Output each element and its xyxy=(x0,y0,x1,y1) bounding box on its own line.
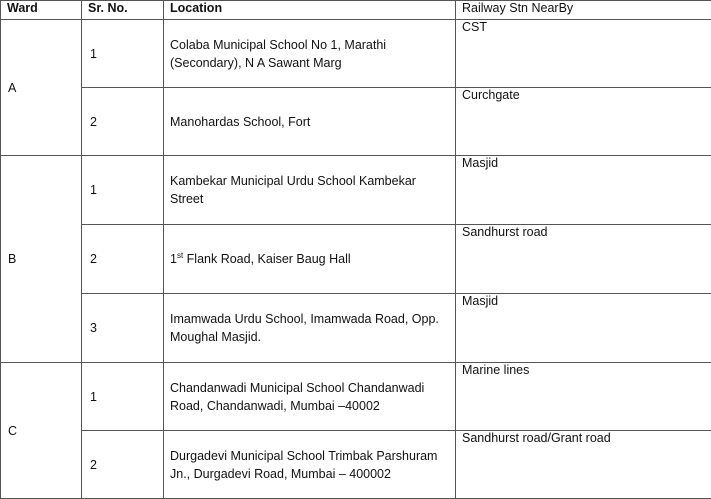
table-row xyxy=(1,20,711,88)
location-cell xyxy=(164,225,456,294)
ward-cell: B xyxy=(1,156,82,363)
station-cell: CST xyxy=(456,20,711,88)
sr-no-cell: 2 xyxy=(82,431,164,499)
station-cell: Masjid xyxy=(456,294,711,363)
location-superscript: st xyxy=(177,251,183,260)
table-row xyxy=(1,88,711,156)
header-row xyxy=(1,1,711,20)
station-cell: Curchgate xyxy=(456,88,711,156)
sr-no-cell: 2 xyxy=(82,88,164,156)
station-cell: Masjid xyxy=(456,156,711,225)
location-text: Flank Road, Kaiser Baug Hall xyxy=(183,252,350,266)
header-sr-no: Sr. No. xyxy=(82,1,164,20)
location-cell: Imamwada Urdu School, Imamwada Road, Opp. Moughal Masjid. xyxy=(164,294,456,363)
station-cell: Marine lines xyxy=(456,363,711,431)
table-row xyxy=(1,431,711,499)
sr-no-cell: 2 xyxy=(82,225,164,294)
table-row xyxy=(1,225,711,294)
sr-no-cell: 1 xyxy=(82,156,164,225)
ward-cell: A xyxy=(1,20,82,156)
ward-cell: C xyxy=(1,363,82,499)
header-ward: Ward xyxy=(1,1,82,20)
header-railway-station: Railway Stn NearBy xyxy=(456,1,711,20)
station-cell: Sandhurst road xyxy=(456,225,711,294)
location-prefix: 1 xyxy=(170,252,177,266)
location-cell: Kambekar Municipal Urdu School Kambekar Street xyxy=(164,156,456,225)
table-row xyxy=(1,156,711,225)
sr-no-cell: 3 xyxy=(82,294,164,363)
location-cell: Chandanwadi Municipal School Chandanwadi Road, Chandanwadi, Mumbai –40002 xyxy=(164,363,456,431)
location-cell: Manohardas School, Fort xyxy=(164,88,456,156)
location-cell: Colaba Municipal School No 1, Marathi (Secondary), N A Sawant Marg xyxy=(164,20,456,88)
sr-no-cell: 1 xyxy=(82,363,164,431)
station-cell: Sandhurst road/Grant road xyxy=(456,431,711,499)
table-row xyxy=(1,294,711,363)
sr-no-cell: 1 xyxy=(82,20,164,88)
table-row xyxy=(1,363,711,431)
location-cell: Durgadevi Municipal School Trimbak Parshuram Jn., Durgadevi Road, Mumbai – 400002 xyxy=(164,431,456,499)
header-location: Location xyxy=(164,1,456,20)
